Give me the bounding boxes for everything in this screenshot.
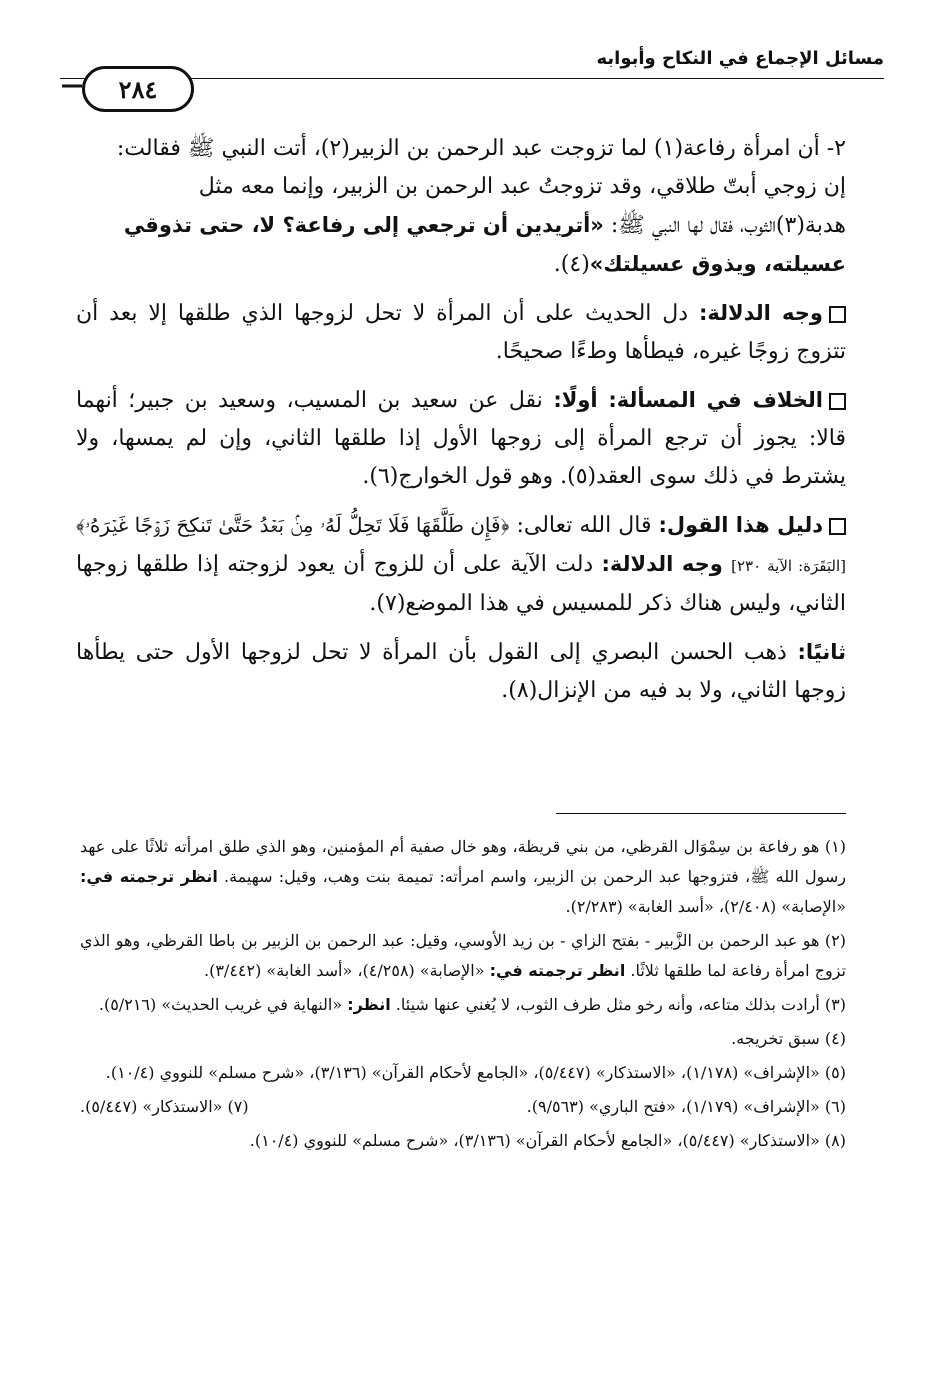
section-subheading: وجه الدلالة: — [601, 552, 723, 576]
footnote-5: (٥) «الإشراف» (١/١٧٨)، «الاستذكار» (٥/٤٤٧)، «الجامع لأحكام القرآن» (٣/١٣٦)، «شرح مسلم» للنووي (١٠/٤). — [105, 1063, 846, 1082]
section-heading: دليل هذا القول: — [658, 513, 823, 537]
footnote-refs: «النهاية في غريب الحديث» (٥/٢١٦). — [98, 995, 343, 1014]
square-bullet-icon — [829, 518, 846, 535]
footnote-separator — [556, 813, 846, 814]
footnotes — [80, 832, 846, 1160]
footnote-row-6-7 — [80, 1092, 846, 1122]
paragraph-evidence — [76, 294, 846, 371]
footnote-bold: انظر ترجمته في: — [80, 867, 218, 886]
hadith-quote: «أتريدين أن ترجعي إلى رفاعة؟ لا، حتى تذوقي — [123, 213, 604, 237]
section-heading: الخلاف في المسألة: أولًا: — [553, 388, 823, 412]
hadith-line-4 — [76, 245, 846, 284]
hadith-line-3-text: هدبة(٣)الثوب، فقال لها النبي ﷺ: — [610, 213, 846, 238]
verse-reference: [البَقَرَة: الآية ٢٣٠] — [731, 557, 846, 575]
footnote-refs: «الإصابة» (٤/٢٥٨)، «أسد الغابة» (٣/٤٤٢). — [204, 961, 485, 980]
footnote-refs: «الإصابة» (٢/٤٠٨)، «أسد الغابة» (٢/٢٨٣). — [565, 897, 846, 916]
footnote-text: (٢) هو عبد الرحمن بن الزَّبير - بفتح الزاي - بن زيد الأوسي، وقيل: عبد الرحمن بن الزبير بن باطا القرظي، وهو الذي تزوج امرأة رفاعة لما طلقها ثلاثًا. — [80, 931, 846, 980]
section-heading: وجه الدلالة: — [698, 301, 823, 325]
footnote-bold: انظر: — [347, 995, 391, 1014]
proof-intro: قال الله تعالى: — [516, 513, 652, 538]
footnote-bold: انظر ترجمته في: — [489, 961, 626, 980]
footnote-8: (٨) «الاستذكار» (٥/٤٤٧)، «الجامع لأحكام القرآن» (٣/١٣٦)، «شرح مسلم» للنووي (١٠/٤). — [249, 1131, 846, 1150]
square-bullet-icon — [829, 306, 846, 323]
footnote-3 — [80, 990, 846, 1020]
hadith-line-2: إن زوجي أبتّ طلاقي، وقد تزوجتُ عبد الرحمن بن الزبير، وإنما معه مثل — [198, 174, 846, 199]
page-number: ٢٨٤ — [82, 66, 194, 112]
footnote-4: (٤) سبق تخريجه. — [731, 1029, 846, 1048]
running-title: مسائل الإجماع في النكاح وأبوابه — [596, 48, 884, 69]
page-header — [60, 40, 884, 110]
badge-tail-ornament — [60, 66, 82, 106]
hadith-quote-end: عسيلته، ويذوق عسيلتك» — [589, 252, 846, 276]
footnote-text: (٣) أرادت بذلك متاعه، وأنه رخو مثل طرف الثوب، لا يُغني عنها شيئا. — [395, 995, 846, 1014]
footnote-text: (١) هو رفاعة بن سِمْوَال القرظي، من بني قريظة، وهو خال صفية أم المؤمنين، وهو الذي طلق امرأته ثلاثًا على عهد رسول الله ﷺ، فتزوجها عبد الرحمن بن الزبير، واسم امرأته: تميمة بنت وهب، وقيل: سهيمة. — [80, 837, 847, 886]
paragraph-hadith — [76, 130, 846, 284]
hadith-line-1: ٢- أن امرأة رفاعة(١) لما تزوجت عبد الرحمن بن الزبير(٢)، أتت النبي ﷺ فقالت: — [116, 136, 846, 161]
footnote-2 — [80, 926, 846, 986]
paragraph-text: ذهب الحسن البصري إلى القول بأن المرأة لا تحل لزوجها الأول حتى يطأها زوجها الثاني، ولا بد فيه من الإنزال(٨). — [76, 640, 846, 703]
quran-verse: ﴿فَإِن طَلَّقَهَا فَلَا تَحِلُّ لَهُۥ مِنۢ بَعۡدُ حَتَّىٰ تَنكِحَ زَوۡجًا غَيۡرَهُۥ﴾ — [76, 513, 510, 537]
section-heading: ثانيًا: — [797, 640, 846, 664]
paragraph-text: دل الحديث على أن المرأة لا تحل لزوجها الذي طلقها إلا بعد أن تتزوج زوجًا غيره، فيطأها وطءًا صحيحًا. — [76, 301, 846, 364]
hadith-footnote-ref: (٤). — [553, 252, 590, 277]
paragraph-second-view — [76, 633, 846, 710]
hadith-line-3 — [76, 206, 846, 245]
paragraph-proof — [76, 506, 846, 623]
paragraph-text: نقل عن سعيد بن المسيب، وسعيد بن جبير؛ أنهما قالا: يجوز أن ترجع المرأة إلى زوجها الأول إذا طلقها الثاني، وإن لم يمسها، ولا يشترط في ذلك سوى العقد(٥). وهو قول الخوارج(٦). — [76, 388, 846, 489]
footnote-7: (٧) «الاستذكار» (٥/٤٤٧). — [80, 1097, 249, 1116]
footnote-6: (٦) «الإشراف» (١/١٧٩)، «فتح الباري» (٩/٥٦٣). — [526, 1097, 846, 1116]
paragraph-text: دلت الآية على أن للزوج أن يعود لزوجته إذا طلقها زوجها الثاني، وليس هناك ذكر للمسيس في هذا الموضع(٧). — [76, 552, 846, 616]
main-text — [76, 130, 846, 720]
paragraph-disagreement — [76, 381, 846, 496]
square-bullet-icon — [829, 393, 846, 410]
footnote-1 — [80, 832, 846, 922]
